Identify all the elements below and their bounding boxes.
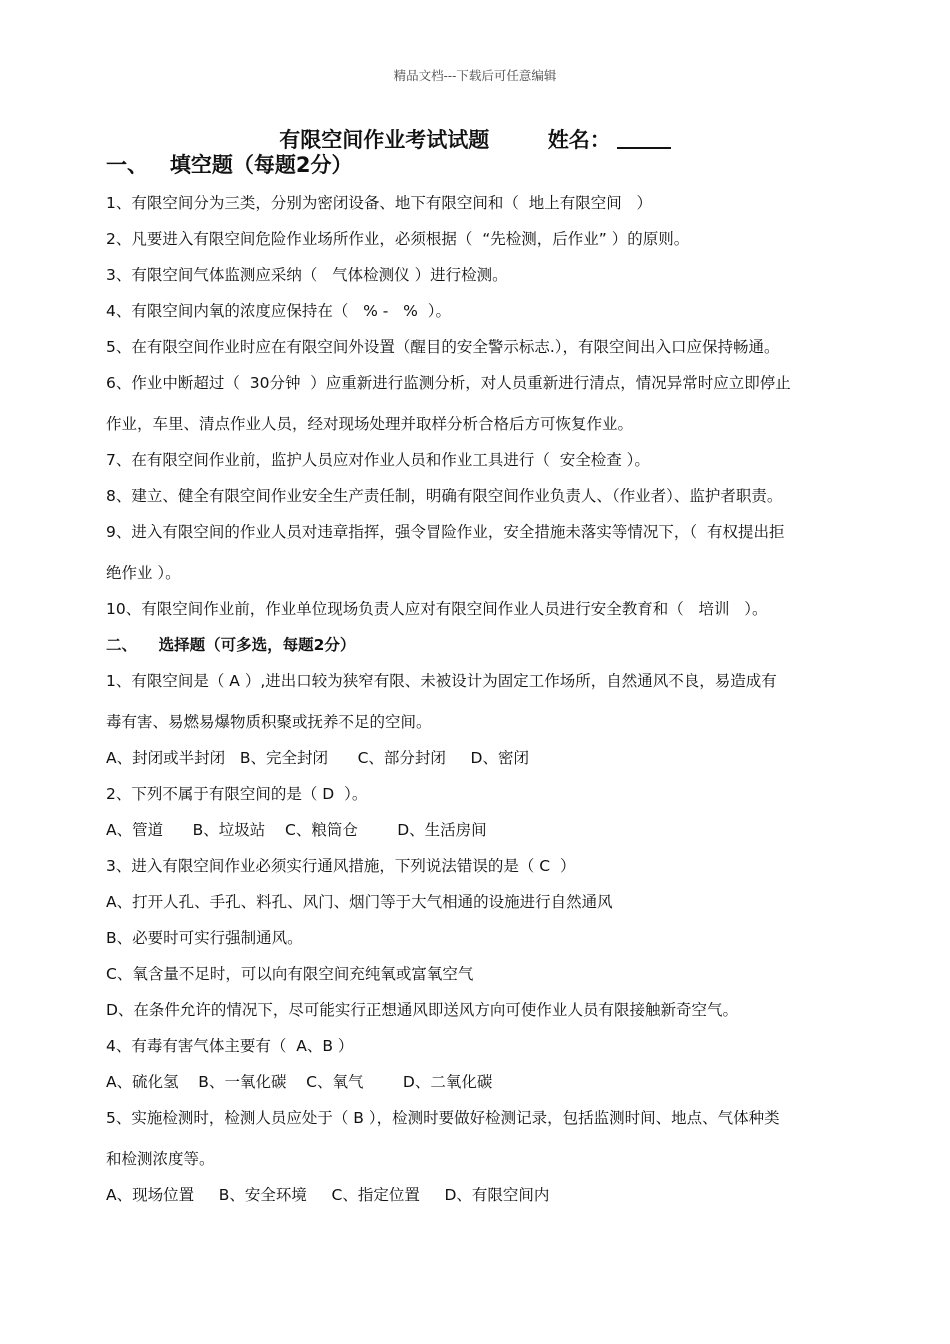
choice-question-5-options: A、现场位置 B、安全环境 C、指定位置 D、有限空间内 <box>106 1186 550 1204</box>
fill-question-6-cont: 作业，车里、清点作业人员，经对现场处理并取样分析合格后方可恢复作业。 <box>106 415 634 433</box>
fill-question-5: 5、在有限空间作业时应在有限空间外设置（醒目的安全警示标志.），有限空间出入口应保持畅通。 <box>106 338 780 356</box>
section-2-heading: 二、 选择题（可多选，每题2分） <box>106 636 356 654</box>
header-note: 精品文档---下载后可任意编辑 <box>393 68 557 83</box>
choice-question-2: 2、下列不属于有限空间的是（ D ）。 <box>106 785 368 803</box>
name-blank-line <box>617 127 671 149</box>
choice-question-3: 3、进入有限空间作业必须实行通风措施，下列说法错误的是（ C ） <box>106 857 576 875</box>
fill-question-8: 8、建立、健全有限空间作业安全生产责任制，明确有限空间作业负责人、（作业者）、监护者职责。 <box>106 487 783 505</box>
choice-question-5: 5、实施检测时，检测人员应处于（ B ），检测时要做好检测记录，包括监测时间、地点、气体种类 <box>106 1109 780 1127</box>
choice-question-3-option-c: C、氧含量不足时，可以向有限空间充纯氧或富氧空气 <box>106 965 474 983</box>
choice-question-3-option-d: D、在条件允许的情况下，尽可能实行正想通风即送风方向可使作业人员有限接触新奇空气。 <box>106 1001 738 1019</box>
fill-question-1: 1、有限空间分为三类，分别为密闭设备、地下有限空间和（ 地上有限空间 ） <box>106 194 652 212</box>
choice-question-1: 1、有限空间是（ A ）,进出口较为狭窄有限、未被设计为固定工作场所，自然通风不良，易造成有 <box>106 672 777 690</box>
title-text: 有限空间作业考试试题 姓名： <box>279 128 611 152</box>
choice-question-1-options: A、封闭或半封闭 B、完全封闭 C、部分封闭 D、密闭 <box>106 749 529 767</box>
choice-question-3-option-b: B、必要时可实行强制通风。 <box>106 929 303 947</box>
choice-question-3-option-a: A、打开人孔、手孔、料孔、风门、烟门等于大气相通的设施进行自然通风 <box>106 893 613 911</box>
choice-question-4: 4、有毒有害气体主要有（ A、B ） <box>106 1037 354 1055</box>
fill-question-9: 9、进入有限空间的作业人员对违章指挥，强令冒险作业，安全措施未落实等情况下，（ 有权提出拒 <box>106 523 785 541</box>
section-1-heading: 一、 填空题（每题2分） <box>106 153 353 177</box>
fill-question-9-cont: 绝作业 ）。 <box>106 564 181 582</box>
fill-question-7: 7、在有限空间作业前，监护人员应对作业人员和作业工具进行（ 安全检查 ）。 <box>106 451 650 469</box>
fill-question-10: 10、有限空间作业前，作业单位现场负责人应对有限空间作业人员进行安全教育和（ 培训 ）。 <box>106 600 768 618</box>
choice-question-4-options: A、硫化氢 B、一氧化碳 C、氧气 D、二氧化碳 <box>106 1073 493 1091</box>
choice-question-1-cont: 毒有害、易燃易爆物质积聚或抚养不足的空间。 <box>106 713 432 731</box>
choice-question-2-options: A、管道 B、垃圾站 C、粮筒仓 D、生活房间 <box>106 821 487 839</box>
choice-question-5-cont: 和检测浓度等。 <box>106 1150 215 1168</box>
fill-question-3: 3、有限空间气体监测应采纳（ 气体检测仪 ）进行检测。 <box>106 266 508 284</box>
fill-question-2: 2、凡要进入有限空间危险作业场所作业，必须根据（ “先检测，后作业” ）的原则。 <box>106 230 690 248</box>
fill-question-6: 6、作业中断超过（ 30分钟 ）应重新进行监测分析，对人员重新进行清点，情况异常时应立即停止 <box>106 374 791 392</box>
fill-question-4: 4、有限空间内氧的浓度应保持在（ % - % ）。 <box>106 302 452 320</box>
